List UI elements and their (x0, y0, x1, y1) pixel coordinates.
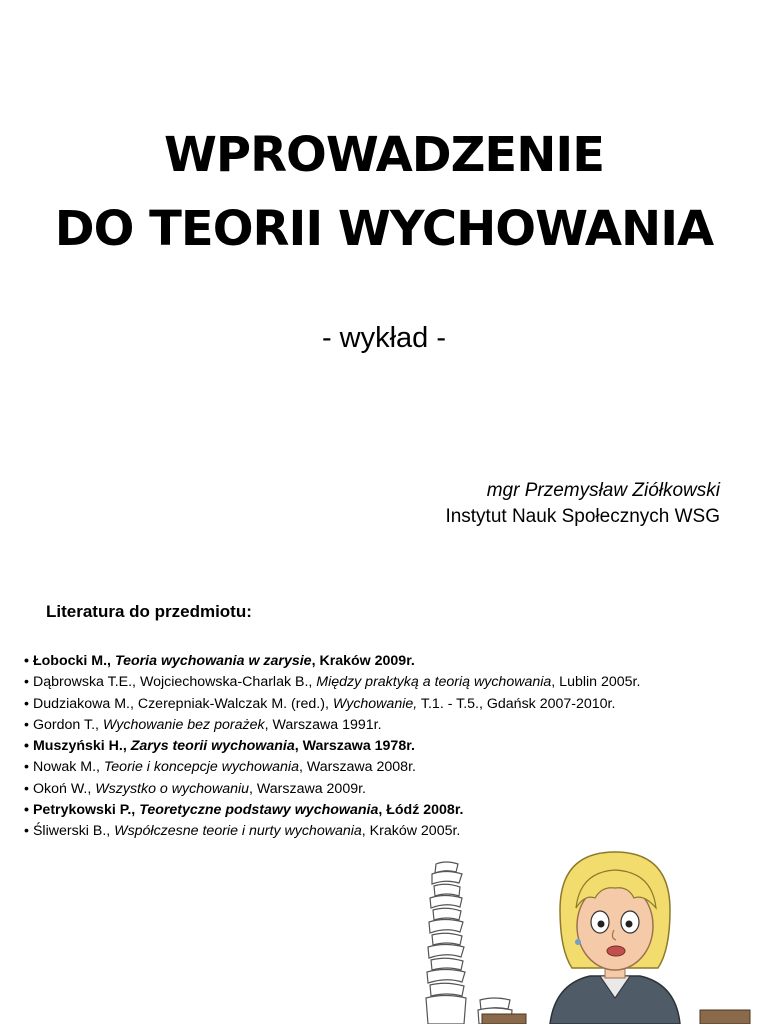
subtitle: - wykład - (321, 322, 447, 354)
bullet-icon: • (24, 759, 29, 776)
bibliography-title: Wychowanie, (332, 695, 418, 712)
bullet-icon: • (24, 823, 29, 840)
bullet-icon: • (24, 780, 29, 797)
bibliography-publication: , Lublin 2005r. (551, 674, 641, 691)
bibliography-publication: , Warszawa 2008r. (298, 759, 416, 776)
bibliography-publication: , Łódź 2008r. (378, 802, 464, 819)
title-line-2: DO TEORII WYCHOWANIA (54, 201, 714, 257)
author-name: mgr Przemysław Ziółkowski (486, 480, 720, 501)
teacher-with-paper-stack-icon (400, 850, 768, 1024)
bibliography-publication: , Kraków 2009r. (311, 653, 415, 669)
bibliography-author: Okoń W., (32, 780, 96, 797)
paper-stack (426, 862, 466, 1024)
bullet-icon: • (24, 674, 29, 691)
bibliography-item (24, 672, 754, 693)
author-institution: Instytut Nauk Społecznych WSG (445, 506, 720, 527)
bibliography-title: Między praktyką a teorią wychowania (316, 674, 552, 691)
bibliography-title: Teoretyczne podstawy wychowania (139, 802, 379, 819)
bibliography-list (24, 651, 754, 843)
bullet-icon: • (24, 653, 29, 669)
bullet-icon: • (24, 716, 29, 733)
title-line-1: WPROWADZENIE (163, 127, 605, 183)
bullet-icon: • (24, 802, 29, 819)
presentation-title (0, 118, 768, 266)
bibliography-item (24, 821, 754, 842)
bibliography-item (24, 779, 754, 800)
literature-heading: Literatura do przedmiotu: (46, 602, 252, 621)
bibliography-author: Śliwerski B., (32, 823, 115, 840)
bibliography-publication: , Warszawa 2009r. (249, 780, 366, 797)
bullet-icon: • (24, 738, 29, 755)
bibliography-publication: , Warszawa 1978r. (294, 738, 415, 755)
bibliography-author: Gordon T., (32, 716, 103, 733)
bibliography-title: Teoria wychowania w zarysie (114, 653, 312, 669)
bibliography-title: Współczesne teorie i nurty wychowania (114, 823, 362, 840)
bibliography-item (24, 800, 754, 821)
bibliography-publication: , Warszawa 1991r. (264, 716, 382, 733)
bibliography-title: Wychowanie bez porażek (102, 716, 265, 733)
bibliography-author: Łobocki M., (32, 653, 115, 669)
bibliography-publication: T.1. - T.5., Gdańsk 2007-2010r. (417, 695, 616, 712)
bibliography-author: Dudziakowa M., Czerepniak-Walczak M. (red.), (32, 695, 333, 712)
bullet-icon: • (24, 695, 29, 712)
bibliography-item (24, 757, 754, 778)
bibliography-author: Muszyński H., (32, 738, 131, 755)
bibliography-author: Petrykowski P., (32, 802, 140, 819)
bibliography-title: Wszystko o wychowaniu (95, 780, 250, 797)
bibliography-item (24, 736, 754, 757)
bibliography-item (24, 694, 754, 715)
bibliography-item (24, 651, 754, 672)
bibliography-title: Zarys teorii wychowania (130, 738, 295, 755)
bibliography-item (24, 715, 754, 736)
author-block (445, 478, 720, 530)
bibliography-author: Nowak M., (32, 759, 104, 776)
bibliography-publication: , Kraków 2005r. (361, 823, 461, 840)
bibliography-title: Teorie i koncepcje wychowania (103, 759, 299, 776)
bibliography-author: Dąbrowska T.E., Wojciechowska-Charlak B., (32, 674, 317, 691)
